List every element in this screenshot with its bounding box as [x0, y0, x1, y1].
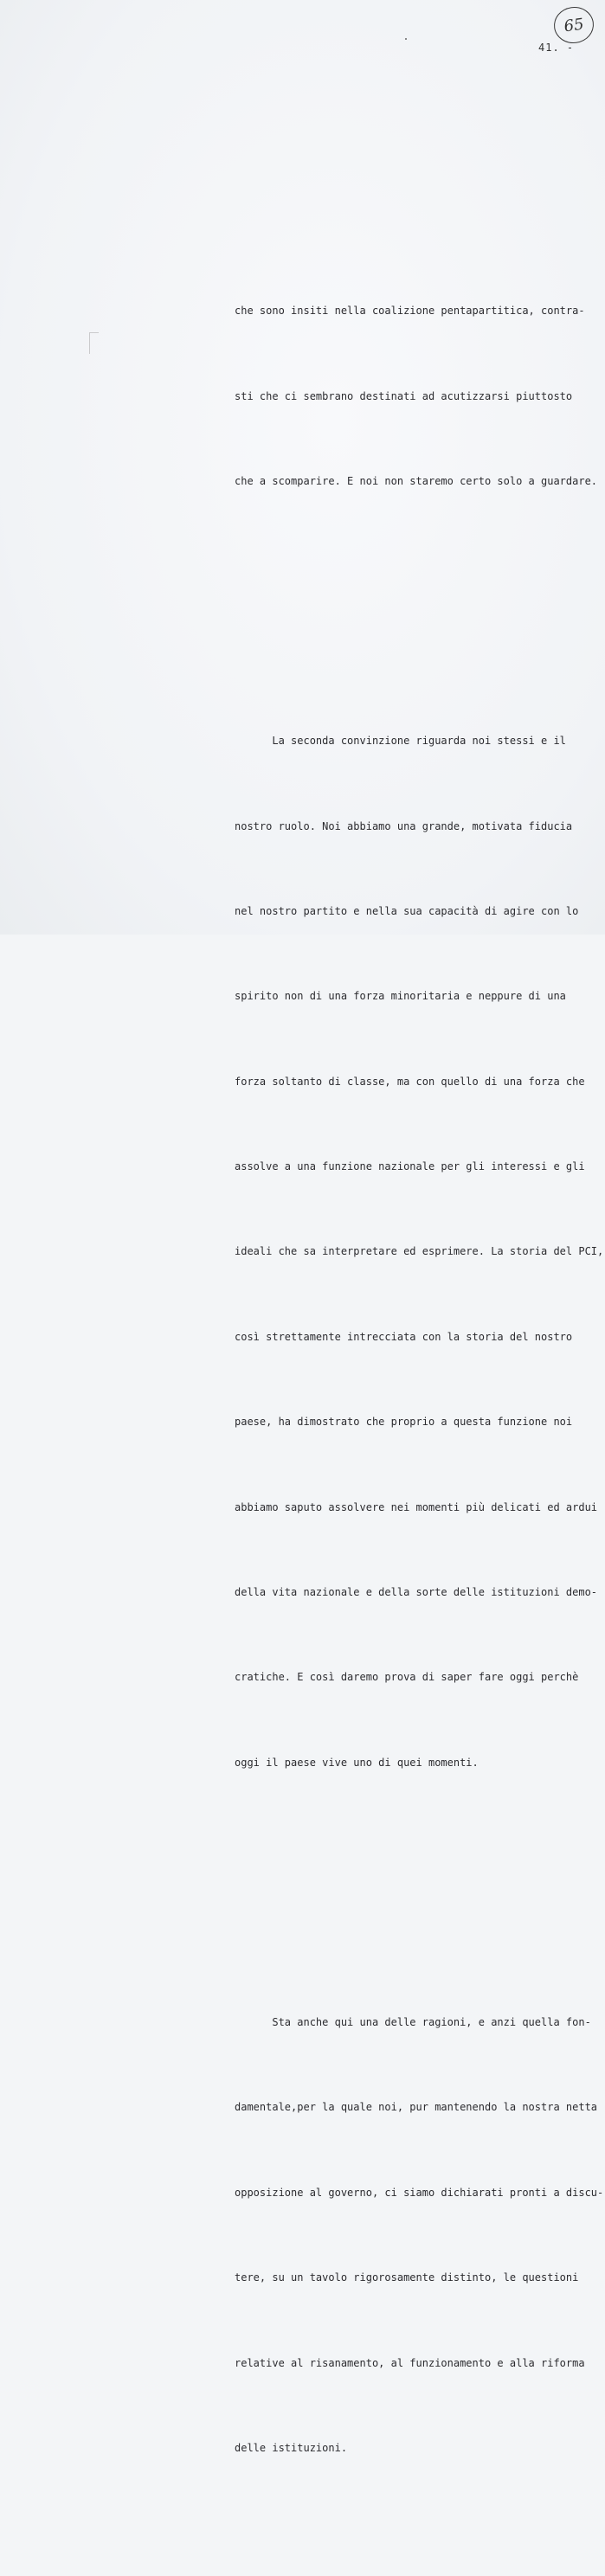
text-line: paese, ha dimostrato che proprio a questa funzione noi	[235, 1416, 573, 1429]
margin-mark	[89, 332, 99, 354]
circled-number-text: 65	[563, 15, 585, 35]
text-line: ideali che sa interpretare ed esprimere. La storia del PCI,	[235, 1245, 604, 1258]
text-line: della vita nazionale e della sorte delle istituzioni demo-	[235, 1586, 598, 1599]
text-line: oggi il paese vive uno di quei momenti.	[235, 1756, 479, 1769]
text-line: spirito non di una forza minoritaria e neppure di una	[235, 990, 566, 1003]
paragraph-2	[235, 671, 604, 1834]
text-line: tere, su un tavolo rigorosamente distinto, le questioni	[235, 2271, 579, 2284]
paragraph-3	[235, 1951, 604, 2519]
text-line: che a scomparire. E noi non staremo certo solo a guardare.	[235, 474, 598, 487]
text-line: delle istituzioni.	[235, 2441, 348, 2454]
text-line: così strettamente intrecciata con la storia del nostro	[235, 1330, 573, 1343]
text-line: nel nostro partito e nella sua capacità di agire con lo	[235, 904, 579, 917]
text-line: assolve a una funzione nazionale per gli interessi e gli	[235, 1160, 585, 1173]
text-line: cratiche. E così daremo prova di saper fare oggi perchè	[235, 1671, 579, 1684]
text-line: damentale,per la quale noi, pur mantenendo la nostra netta	[235, 2101, 598, 2114]
circled-page-number	[551, 4, 595, 46]
text-line: relative al risanamento, al funzionamento e alla riforma	[235, 2356, 585, 2369]
text-line: che sono insiti nella coalizione pentapartitica, contra-	[235, 305, 585, 318]
speck	[405, 38, 407, 40]
page-number: 41. -	[538, 42, 575, 54]
text-line: forza soltanto di classe, ma con quello di una forza che	[235, 1075, 585, 1088]
text-line: abbiamo saputo assolvere nei momenti più delicati ed ardui	[235, 1500, 598, 1513]
text-line: sti che ci sembrano destinati ad acutizzarsi piuttosto	[235, 389, 573, 402]
paragraph-1	[235, 241, 598, 553]
text-line: opposizione al governo, ci siamo dichiarati pronti a discu-	[235, 2186, 604, 2199]
text-line: Sta anche qui una delle ragioni, e anzi quella fon-	[235, 2016, 591, 2028]
text-line: La seconda convinzione riguarda noi stessi e il	[235, 735, 566, 748]
body-text	[235, 183, 604, 2576]
text-line: nostro ruolo. Noi abbiamo una grande, motivata fiducia	[235, 819, 573, 832]
